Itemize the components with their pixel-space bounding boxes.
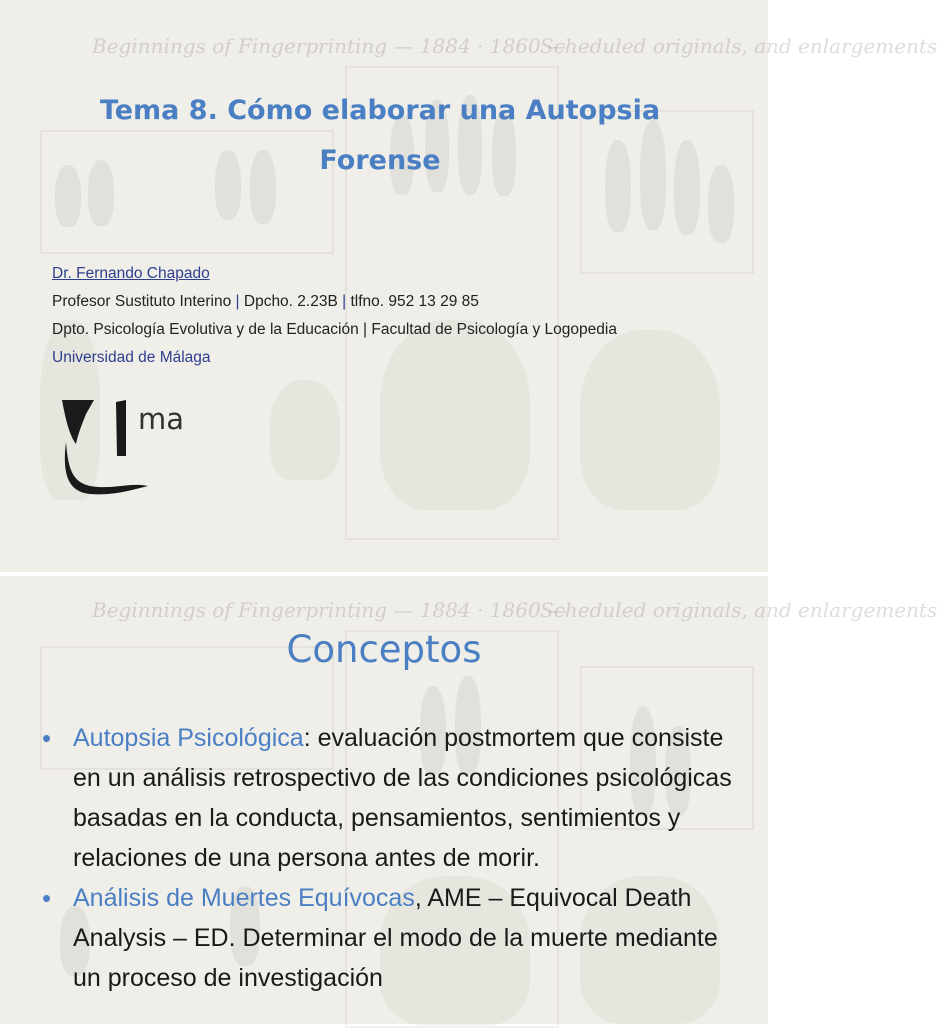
- concept-term: Autopsia Psicológica: [73, 724, 304, 752]
- concepts-list: [40, 718, 740, 998]
- author-link[interactable]: Dr. Fernando Chapado: [52, 265, 210, 282]
- list-item: [40, 718, 740, 878]
- concept-definition: , AME – Equivocal Death Analysis – ED. Determinar el modo de la muerte mediante un proceso de investigación: [73, 884, 718, 992]
- author-info: [52, 260, 617, 372]
- concepts-slide: [0, 576, 937, 1024]
- position-text: Profesor Sustituto Interino: [52, 293, 232, 310]
- logo-text: ma: [138, 402, 185, 436]
- concept-definition: : evaluación postmortem que consiste en un análisis retrospectivo de las condiciones psicológicas basadas en la conducta, pensamientos, sentimientos y relaciones de una persona antes de morir.: [73, 724, 732, 872]
- phone-text: tlfno. 952 13 29 85: [350, 293, 479, 310]
- slide-title: Conceptos: [286, 628, 482, 671]
- list-item: [40, 878, 740, 998]
- fingerprint-background: Beginnings of Fingerprinting — 1884 · 1860 — Scheduled originals, and enlargements: [0, 576, 768, 1024]
- department-text: Dpto. Psicología Evolutiva y de la Educación | Facultad de Psicología y Logopedia: [52, 321, 617, 338]
- fingerprint-background: Beginnings of Fingerprinting — 1884 · 1860 — Scheduled originals, and enlargements: [0, 0, 768, 572]
- separator: |: [342, 293, 347, 310]
- slide-title: Tema 8. Cómo elaborar una Autopsia Forense: [99, 95, 661, 176]
- university-text: Universidad de Málaga: [52, 349, 211, 366]
- office-text: Dpcho. 2.23B: [243, 293, 338, 310]
- separator: |: [235, 293, 240, 310]
- concept-term: Análisis de Muertes Equívocas: [73, 884, 415, 912]
